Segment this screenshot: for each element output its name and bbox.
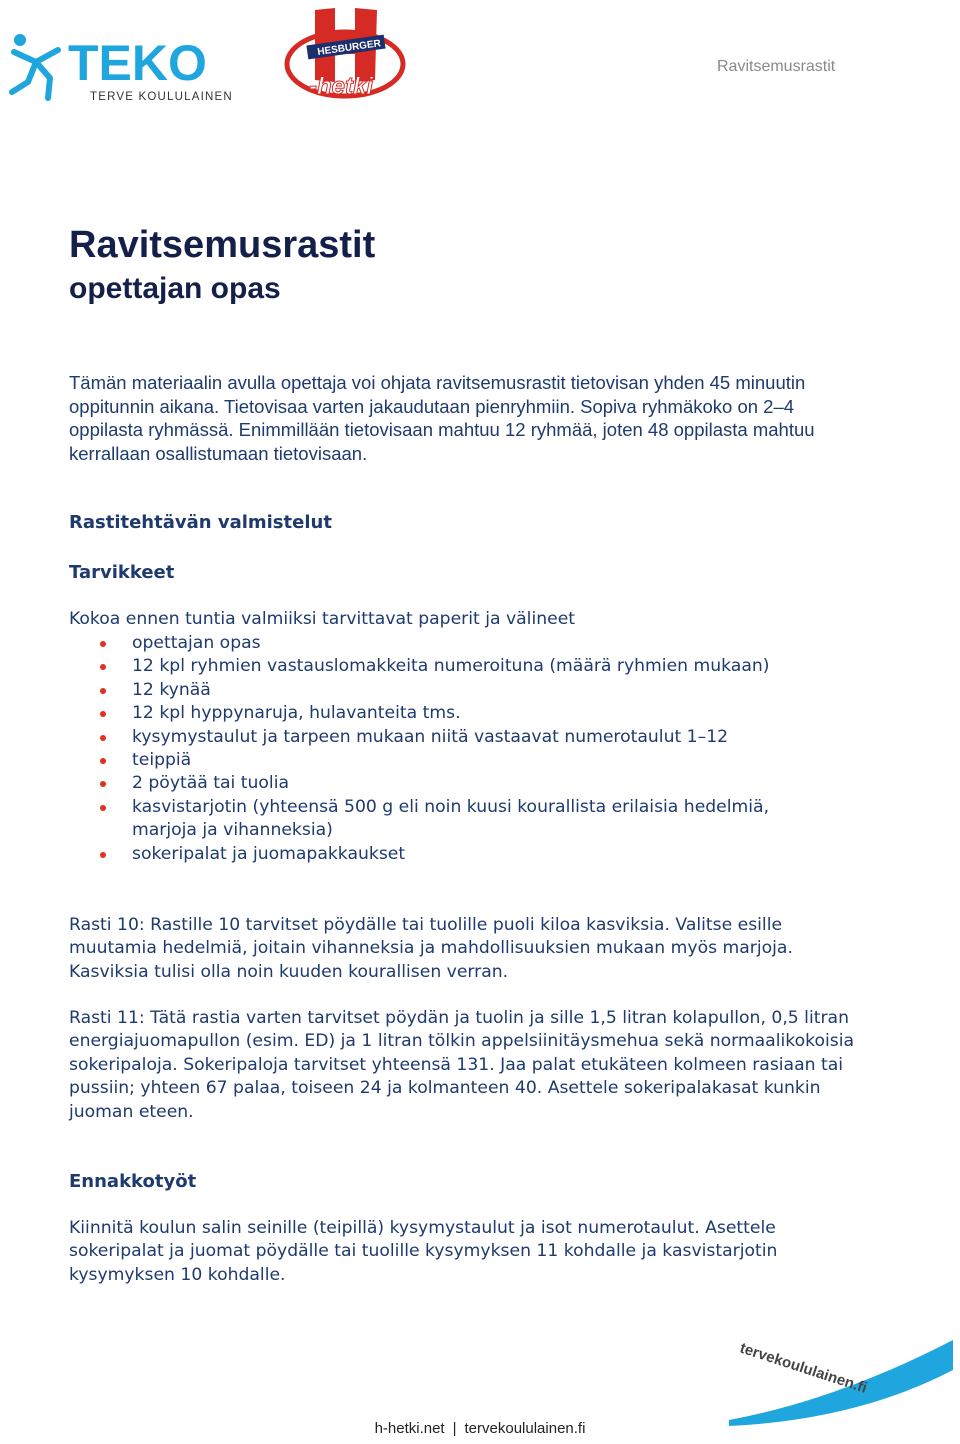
hesburger-hetki-logo	[283, 2, 411, 100]
teko-tagline: TERVE KOULULAINEN	[90, 91, 233, 103]
list-item: teippiä	[69, 749, 829, 772]
footer-logo-text: tervekoululainen.fi	[737, 1339, 870, 1397]
bullet-icon	[100, 805, 106, 811]
rasti-10-paragraph: Rasti 10: Rastille 10 tarvitset pöydälle tai tuolille puoli kiloa kasviksia. Valitse esille muutamia hedelmiä, joitain vihanneksia ja mahdollisuuksien mukaan myös marjoja. Kasviksia tulisi olla noin kuuden kourallisen verran.	[69, 915, 793, 982]
bullet-icon	[100, 688, 106, 694]
teko-logo	[6, 28, 256, 104]
bullet-icon	[100, 852, 106, 858]
supplies-heading: Tarvikkeet	[69, 562, 175, 583]
footer-links	[0, 1420, 960, 1437]
advance-heading: Ennakkotyöt	[69, 1171, 197, 1192]
svg-text:HESBURGER: HESBURGER	[316, 38, 382, 58]
advance-paragraph: Kiinnitä koulun salin seinille (teipillä) kysymystaulut ja isot numerotaulut. Asettele sokeripalat ja juomat pöydälle tai tuolille kysymyksen 11 kohdalle ja kasvistarjotin kysymyksen 10 kohdalle.	[69, 1218, 778, 1285]
bullet-icon	[100, 735, 106, 741]
bullet-icon	[100, 758, 106, 764]
footer-separator: |	[452, 1420, 457, 1437]
list-item: kysymystaulut ja tarpeen mukaan niitä vastaavat numerotaulut 1–12	[69, 726, 829, 749]
supplies-lead: Kokoa ennen tuntia valmiiksi tarvittavat paperit ja välineet	[69, 609, 576, 629]
list-item: kasvistarjotin (yhteensä 500 g eli noin kuusi kourallista erilaisia hedelmiä, marjoja ja vihanneksia)	[69, 796, 829, 843]
title-block	[69, 222, 375, 308]
bullet-icon	[100, 711, 106, 717]
list-item: sokeripalat ja juomapakkaukset	[69, 843, 829, 866]
hetki-wordmark: -hetki	[309, 73, 374, 100]
bullet-icon	[100, 781, 106, 787]
bullet-icon	[100, 641, 106, 647]
preparation-heading: Rastitehtävän valmistelut	[69, 512, 332, 533]
footer-link-hhetki[interactable]: h-hetki.net	[374, 1420, 445, 1437]
footer-link-tervekoululainen[interactable]: tervekoululainen.fi	[464, 1420, 586, 1437]
list-item: opettajan opas	[69, 632, 829, 655]
supplies-list	[69, 632, 829, 866]
running-figure-icon	[12, 34, 58, 98]
list-item: 2 pöytää tai tuolia	[69, 772, 829, 795]
intro-paragraph: Tämän materiaalin avulla opettaja voi ohjata ravitsemusrastit tietovisan yhden 45 minuutin oppitunnin aikana. Tietovisaa varten jakaudutaan pienryhmiin. Sopiva ryhmäkoko on 2–4 oppilasta ryhmässä. Enimmillään tietovisaan mahtuu 12 ryhmää, joten 48 oppilasta mahtuu kerrallaan osallistumaan tietovisaan.	[69, 372, 815, 464]
list-item: 12 kynää	[69, 679, 829, 702]
rasti-11-paragraph: Rasti 11: Tätä rastia varten tarvitset pöydän ja tuolin ja sille 1,5 litran kolapullon, 0,5 litran energiajuomapullon (esim. ED) ja 1 litran tölkin appelsiinitäysmehua sekä normaalikokoisia sokeripaloja. Sokeripaloja tarvitset yhteensä 131. Jaa palat etukäteen kolmeen rasiaan tai pussiin; yhteen 67 palaa, toiseen 24 ja kolmanteen 40. Asettele sokeripalakasat kunkin juoman eteen.	[69, 1008, 855, 1122]
list-item: 12 kpl ryhmien vastauslomakkeita numeroituna (määrä ryhmien mukaan)	[69, 655, 829, 678]
list-item: 12 kpl hyppynaruja, hulavanteita tms.	[69, 702, 829, 725]
bullet-icon	[100, 664, 106, 670]
teko-wordmark: TEKO	[68, 35, 207, 91]
page-title: Ravitsemusrastit	[69, 224, 376, 266]
running-header-title: Ravitsemusrastit	[717, 58, 836, 75]
page-subtitle: opettajan opas	[69, 272, 281, 305]
